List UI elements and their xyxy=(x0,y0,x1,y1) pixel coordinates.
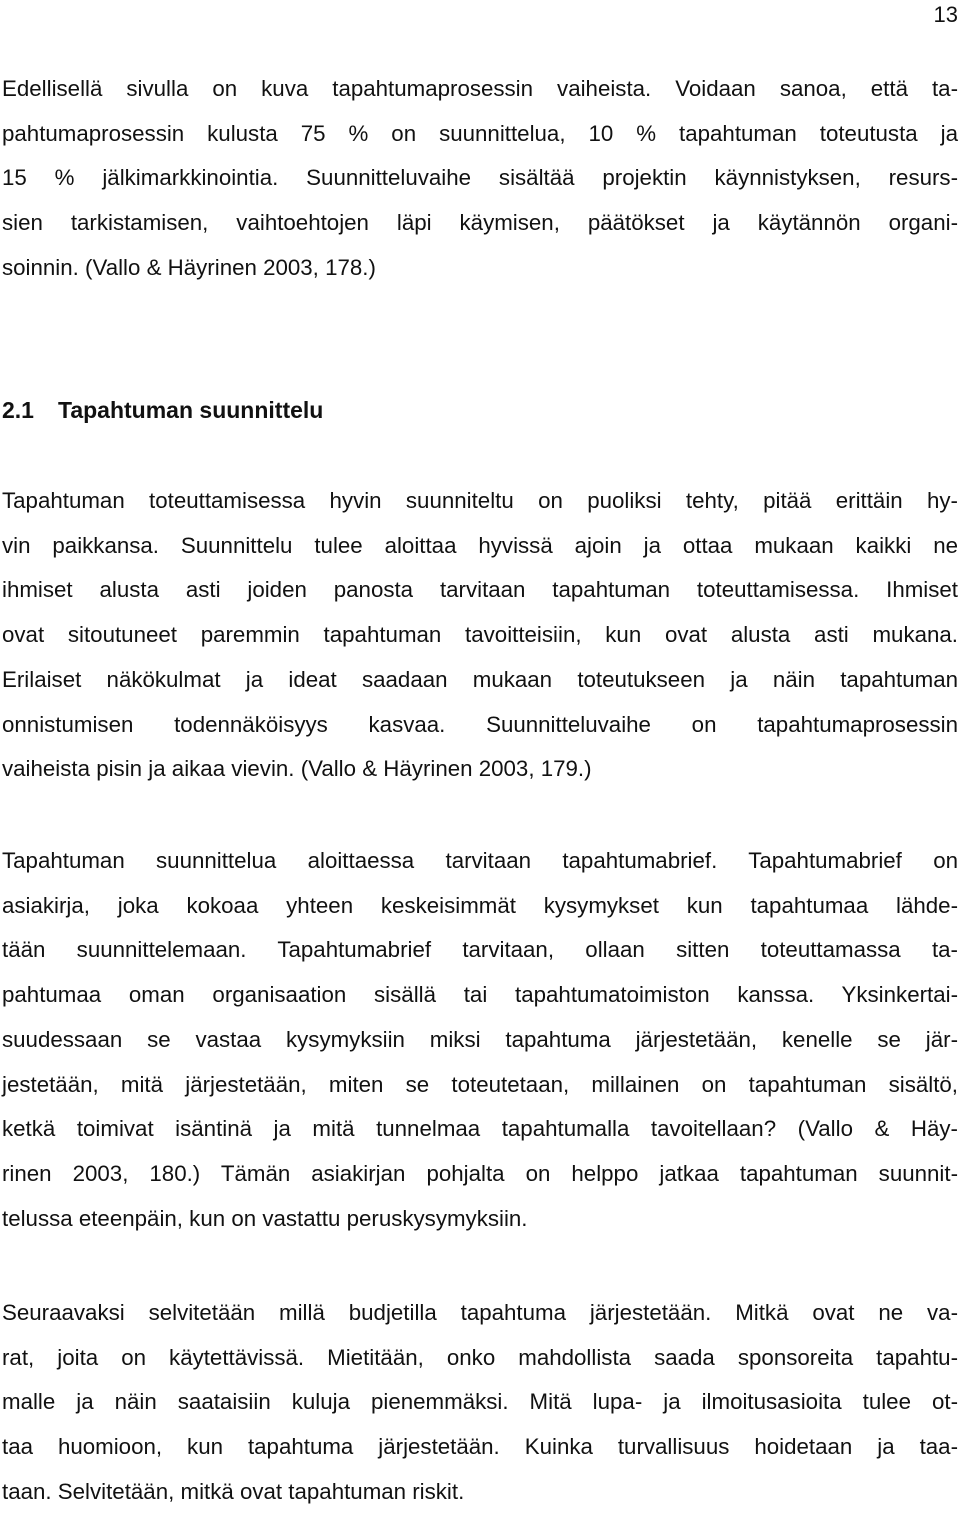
text-line: onnistumisen todennäköisyys kasvaa. Suunnitteluvaihe on tapahtumaprosessin xyxy=(2,711,958,737)
text-line: soinnin. (Vallo & Häyrinen 2003, 178.) xyxy=(2,254,376,280)
text-line: suudessaan se vastaa kysymyksiin miksi tapahtuma järjestetään, kenelle se jär- xyxy=(2,1026,958,1052)
text-line: Tapahtuman toteuttamisessa hyvin suunniteltu on puoliksi tehty, pitää erittäin hy- xyxy=(2,488,958,513)
text-line: pahtumaprosessin kulusta 75 % on suunnittelua, 10 % tapahtuman toteutusta ja xyxy=(2,120,958,146)
body-paragraph-3 xyxy=(2,1291,958,1515)
body-paragraph-1 xyxy=(2,479,958,792)
section-heading xyxy=(2,390,323,430)
text-line: 15 % jälkimarkkinointia. Suunnitteluvaihe sisältää projektin käynnistyksen, resurs- xyxy=(2,165,958,191)
text-line: asiakirja, joka kokoaa yhteen keskeisimmät kysymykset kun tapahtumaa lähde- xyxy=(2,892,958,918)
text-line: taa huomioon, kun tapahtuma järjestetään. Kuinka turvallisuus hoidetaan ja taa- xyxy=(2,1434,958,1460)
text-line: pahtumaa oman organisaation sisällä tai tapahtumatoimiston kanssa. Yksinkertai- xyxy=(2,982,958,1008)
intro-paragraph xyxy=(2,67,958,291)
text-line: Seuraavaksi selvitetään millä budjetilla tapahtuma järjestetään. Mitkä ovat ne va- xyxy=(2,1300,958,1325)
text-line: rat, joita on käytettävissä. Mietitään, onko mahdollista saada sponsoreita tapahtu- xyxy=(2,1344,958,1370)
page-number: 13 xyxy=(933,2,958,27)
text-line: taan. Selvitetään, mitkä ovat tapahtuman riskit. xyxy=(2,1478,465,1504)
text-line: vin paikkansa. Suunnittelu tulee aloittaa hyvissä ajoin ja ottaa mukaan kaikki ne xyxy=(2,532,958,558)
text-line: sien tarkistamisen, vaihtoehtojen läpi käymisen, päätökset ja käytännön organi- xyxy=(2,210,958,236)
text-line: Edellisellä sivulla on kuva tapahtumaprosessin vaiheista. Voidaan sanoa, että ta- xyxy=(2,76,958,101)
body-paragraph-2 xyxy=(2,839,958,1241)
text-line: vaiheista pisin ja aikaa vievin. (Vallo & Häyrinen 2003, 179.) xyxy=(2,756,592,782)
text-line: ihmiset alusta asti joiden panosta tarvitaan tapahtuman toteuttamisessa. Ihmiset xyxy=(2,577,958,603)
text-line: jestetään, mitä järjestetään, miten se toteutetaan, millainen on tapahtuman sisältö, xyxy=(2,1071,958,1097)
section-number: 2.1 xyxy=(2,397,34,423)
text-line: ovat sitoutuneet paremmin tapahtuman tavoitteisiin, kun ovat alusta asti mukana. xyxy=(2,622,958,648)
text-line: tään suunnittelemaan. Tapahtumabrief tarvitaan, ollaan sitten toteuttamassa ta- xyxy=(2,937,958,963)
text-line: rinen 2003, 180.) Tämän asiakirjan pohjalta on helppo jatkaa tapahtuman suunnit- xyxy=(2,1160,958,1186)
text-line: Tapahtuman suunnittelua aloittaessa tarvitaan tapahtumabrief. Tapahtumabrief on xyxy=(2,848,958,873)
text-line: malle ja näin saataisiin kuluja pienemmäksi. Mitä lupa- ja ilmoitusasioita tulee ot- xyxy=(2,1389,958,1415)
text-line: telussa eteenpäin, kun on vastattu peruskysymyksiin. xyxy=(2,1205,528,1231)
text-line: Erilaiset näkökulmat ja ideat saadaan mukaan toteutukseen ja näin tapahtuman xyxy=(2,666,958,692)
text-line: ketkä toimivat isäntinä ja mitä tunnelmaa tapahtumalla tavoitellaan? (Vallo & Häy- xyxy=(2,1116,958,1142)
section-title: Tapahtuman suunnittelu xyxy=(58,397,324,423)
